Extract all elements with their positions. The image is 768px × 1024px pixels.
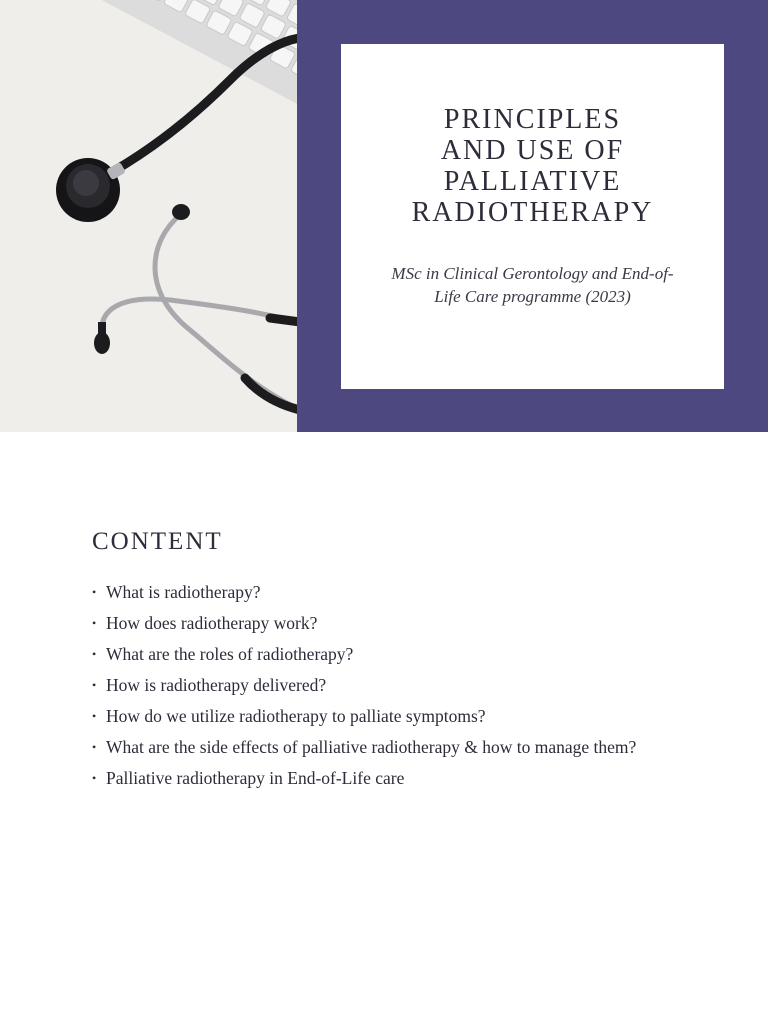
list-item <box>92 608 732 639</box>
list-item-text: How do we utilize radiotherapy to palliate symptoms? <box>106 706 486 726</box>
list-item <box>92 732 732 763</box>
list-item-text: How is radiotherapy delivered? <box>106 675 327 695</box>
presentation-title: PRINCIPLES AND USE OF PALLIATIVE RADIOTHERAPY <box>411 104 654 228</box>
list-item-text: What is radiotherapy? <box>106 582 261 602</box>
bullet-icon: • <box>92 740 97 754</box>
content-heading: CONTENT <box>92 528 223 555</box>
bullet-icon: • <box>92 616 97 630</box>
stethoscope-illustration <box>0 0 297 432</box>
bullet-icon: • <box>92 585 97 599</box>
list-item <box>92 763 732 794</box>
bullet-icon: • <box>92 771 97 785</box>
list-item <box>92 670 732 701</box>
list-item-text: How does radiotherapy work? <box>106 613 318 633</box>
stethoscope-image <box>102 38 297 410</box>
content-slide <box>0 432 768 1024</box>
content-list <box>92 577 732 794</box>
list-item <box>92 639 732 670</box>
bullet-icon: • <box>92 709 97 723</box>
title-slide <box>0 0 768 432</box>
list-item-text: Palliative radiotherapy in End-of-Life care <box>106 768 405 788</box>
stethoscope-keyboard-photo <box>0 0 297 432</box>
list-item-text: What are the roles of radiotherapy? <box>106 644 354 664</box>
list-item-text: What are the side effects of palliative radiotherapy & how to manage them? <box>106 737 637 757</box>
list-item <box>92 577 732 608</box>
title-card <box>341 44 724 389</box>
presentation-subtitle: MSc in Clinical Gerontology and End-of-Life Care programme (2023) <box>391 264 674 306</box>
list-item <box>92 701 732 732</box>
bullet-icon: • <box>92 678 97 692</box>
bullet-icon: • <box>92 647 97 661</box>
